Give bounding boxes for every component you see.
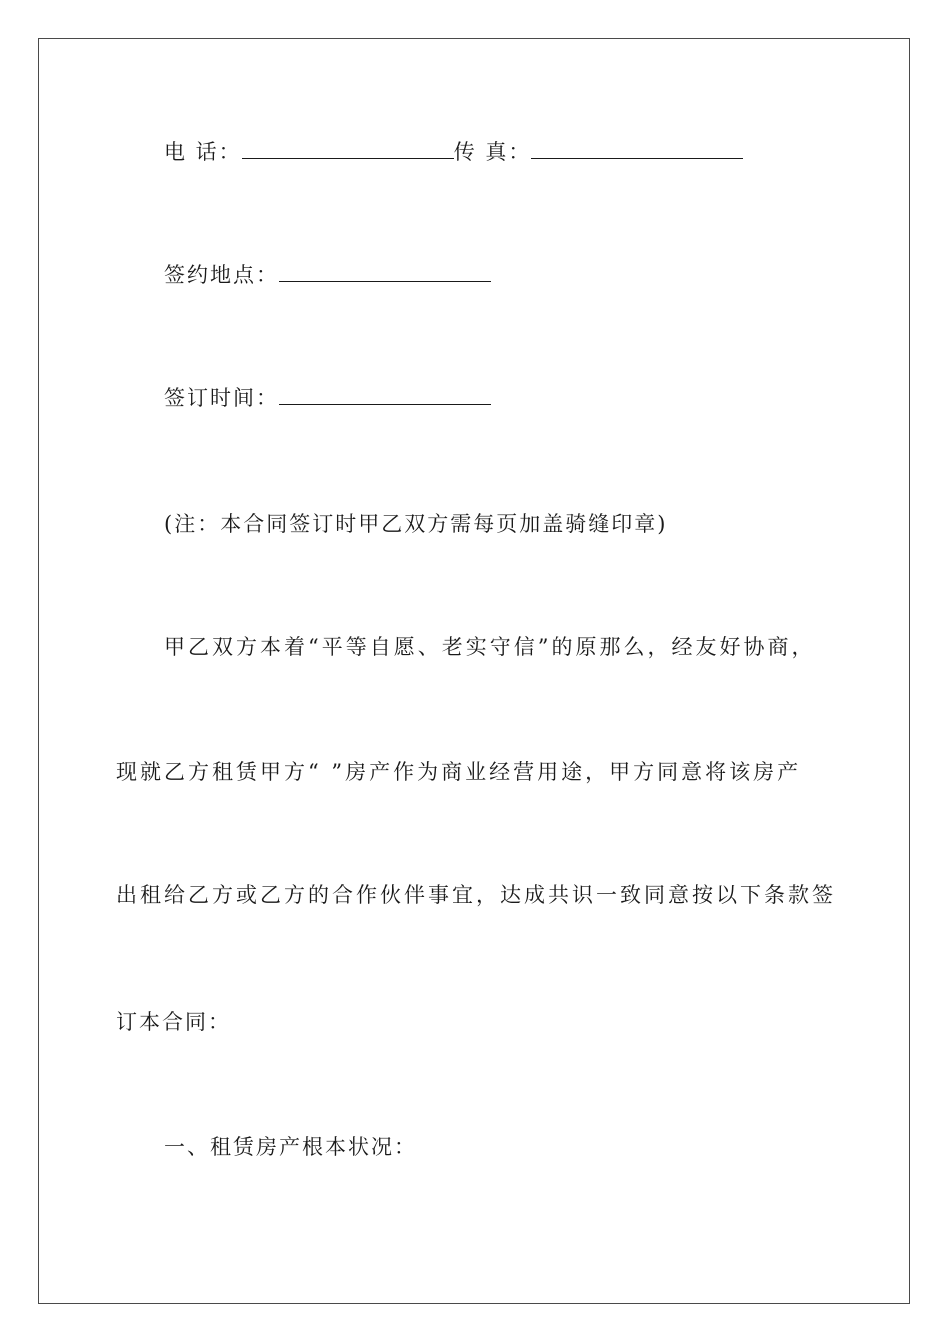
signing-time-row bbox=[164, 384, 491, 412]
section-one-heading: 一、租赁房产根本状况： bbox=[164, 1135, 417, 1159]
signing-time-label: 签订时间： bbox=[164, 386, 279, 410]
signing-place-row bbox=[164, 261, 491, 289]
signing-time-blank bbox=[279, 384, 491, 405]
fax-blank bbox=[531, 138, 743, 159]
seal-note: (注：本合同签订时甲乙双方需每页加盖骑缝印章) bbox=[164, 512, 668, 536]
phone-blank bbox=[242, 138, 454, 159]
fax-label: 传 真： bbox=[453, 140, 532, 164]
paragraph-line-3: 出租给乙方或乙方的合作伙伴事宜，达成共识一致同意按以下条款签 bbox=[116, 883, 836, 907]
signing-place-blank bbox=[279, 261, 491, 282]
paragraph-line-2: 现就乙方租赁甲方“ ”房产作为商业经营用途，甲方同意将该房产 bbox=[116, 760, 802, 784]
paragraph-line-4: 订本合同： bbox=[116, 1010, 231, 1034]
phone-label: 电 话： bbox=[164, 140, 242, 164]
paragraph-line-1: 甲乙双方本着“平等自愿、老实守信”的原那么，经友好协商， bbox=[164, 635, 816, 659]
page-border bbox=[38, 38, 910, 1304]
phone-fax-row bbox=[164, 138, 743, 166]
signing-place-label: 签约地点： bbox=[164, 263, 279, 287]
